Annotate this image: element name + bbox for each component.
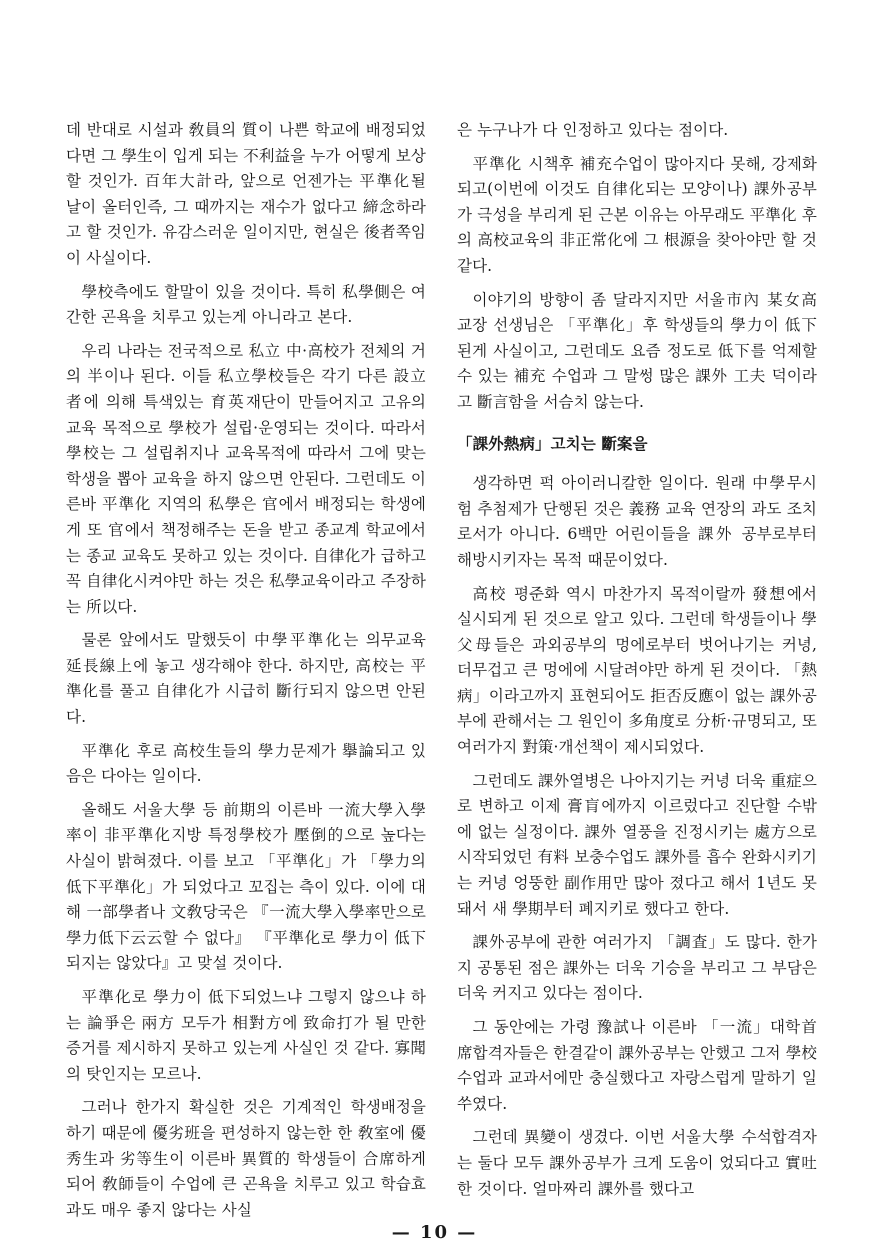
paragraph: 생각하면 퍽 아이러니칼한 일이다. 원래 中學무시험 추첨제가 단행된 것은 義務 교육 연장의 과도 조치로서가 아니다. 6백만 어린이들을 課外 공부로부터 해방시키자는 목적 때문이었다. — [457, 474, 817, 569]
paragraph: 高校 평준화 역시 마찬가지 목적이랄까 發想에서 실시되게 된 것으로 알고 있다. 그런데 학생들이나 學父母들은 과외공부의 멍에로부터 벗어나기는 커녕, 더무겁고 큰 멍에에 시달려야만 하게 된 것이다. 「熱病」이라고까지 표현되어도 拒否反應이 없는 課外공부에 관해서는 그 원인이 多角度로 分析·규명되고, 또 여러가지 對策·개선책이 제시되었다. — [457, 584, 817, 757]
paragraph: 데 반대로 시설과 敎員의 質이 나쁜 학교에 배정되었다면 그 學生이 입게 되는 不利益을 누가 어떻게 보상할 것인가. 百年大計라, 앞으로 언젠가는 平準化될 날이 올터인즉, 그 때까지는 재수가 없다고 締念하라고 할 것인가. 유감스러운 일이지만, 현실은 後者쪽임이 사실이다. — [66, 121, 426, 267]
paragraph: 은 누구나가 다 인정하고 있다는 점이다. — [457, 121, 729, 139]
paragraph: 그런데 異變이 생겼다. 이번 서울大學 수석합격자는 둘다 모두 課外공부가 크게 도움이 었되다고 實吐한 것이다. 얼마짜리 課外를 했다고 — [457, 1128, 817, 1198]
paragraph: 그 동안에는 가령 豫試나 이른바 「一流」대학首席합격자들은 한결같이 課外공부는 안했고 그저 學校수업과 교과서에만 충실했다고 자랑스럽게 말하기 일쑤였다. — [457, 1018, 817, 1113]
paragraph: 그런데도 課外열병은 나아지기는 커녕 더욱 重症으로 변하고 이제 膏肓에까지 이르렀다고 진단할 수밖에 없는 실정이다. 課外 열풍을 진정시키는 處方으로 시작되었던 有料 보충수업도 課外를 흡수 완화시키기는 커녕 엉뚱한 副作用만 많아 졌다고 해서 1년도 못돼서 새 學期부터 폐지키로 했다고 한다. — [457, 771, 817, 918]
left-column — [66, 118, 426, 1231]
paragraph: 그러나 한가지 확실한 것은 기계적인 학생배정을 하기 때문에 優劣班을 편성하지 않는한 한 敎室에 優秀生과 劣等生이 이른바 異質的 학생들이 合席하게 되어 敎師들이 수업에 큰 곤욕을 치루고 있고 학습효과도 매우 좋지 않다는 사실 — [66, 1098, 426, 1219]
paragraph: 올해도 서울大學 등 前期의 이른바 一流大學入學率이 非平準化지방 특정學校가 壓倒的으로 높다는 사실이 밝혀졌다. 이를 보고 「平準化」가 「學力의 低下平準化」가 되었다고 꼬집는 측이 있다. 이에 대해 一部學者나 文敎당국은 『一流大學入學率만으로 學力低下云云할 수 없다』 『平準化로 學力이 低下되지는 않았다』고 맞설 것이다. — [66, 800, 426, 973]
paragraph: 平準化 시책후 補充수업이 많아지다 못해, 강제화되고(이번에 이것도 自律化되는 모양이나) 課外공부가 극성을 부리게 된 근본 이유는 아무래도 平準化 후의 高校교육의 非正常化에 그 根源을 찾아야만 할 것 같다. — [457, 154, 817, 275]
right-column — [457, 118, 817, 1210]
paragraph: 이야기의 방향이 좀 달라지지만 서울市內 某女高 교장 선생님은 「平準化」후 학생들의 學力이 低下된게 사실이고, 그런데도 요즘 정도로 低下를 억제할 수 있는 補充 수업과 그 말썽 많은 課外 工夫 덕이라고 斷言함을 서슴치 않는다. — [457, 290, 817, 411]
paragraph: 平準化 후로 高校生들의 學力문제가 擧論되고 있음은 다아는 일이다. — [66, 741, 426, 786]
paragraph: 물론 앞에서도 말했듯이 中學平準化는 의무교육 延長線上에 놓고 생각해야 한다. 하지만, 高校는 平準化를 풀고 自律化가 시급히 斷行되지 않으면 안된다. — [66, 631, 426, 727]
paragraph: 平準化로 學力이 低下되었느냐 그렇지 않으냐 하는 論爭은 兩方 모두가 相對方에 致命打가 될 만한 증거를 제시하지 못하고 있는게 사실인 것 같다. 寡聞의 탓인지는 모르나. — [66, 988, 426, 1083]
paragraph: 學校측에도 할말이 있을 것이다. 특히 私學側은 여간한 곤욕을 치루고 있는게 아니라고 본다. — [66, 282, 426, 327]
paragraph: 우리 나라는 전국적으로 私立 中·高校가 전체의 거의 半이나 된다. 이들 私立學校들은 각기 다른 設立者에 의해 특색있는 育英재단이 만들어지고 고유의 교육 목적으로 學校가 설립·운영되는 것이다. 따라서 學校는 그 설립취지나 교육목적에 따라서 그에 맞는 학생을 뽑아 교육을 하지 않으면 안된다. 그런데도 이른바 平準化 지역의 私學은 官에서 배정되는 학생에게 또 官에서 책정해주는 돈을 받고 종교계 학교에서는 종교 교육도 못하고 있는 것이다. 自律化가 급하고 꼭 自律化시켜야만 하는 것은 私學교육이라고 주장하는 所以다. — [66, 341, 426, 616]
page-number: — 10 — — [391, 1222, 478, 1243]
section-heading: 「課外熱病」고치는 斷案을 — [457, 434, 648, 453]
paragraph: 課外공부에 관한 여러가지 「調査」도 많다. 한가지 공통된 점은 課外는 더욱 기승을 부리고 그 부담은 더욱 커지고 있다는 점이다. — [457, 933, 817, 1003]
